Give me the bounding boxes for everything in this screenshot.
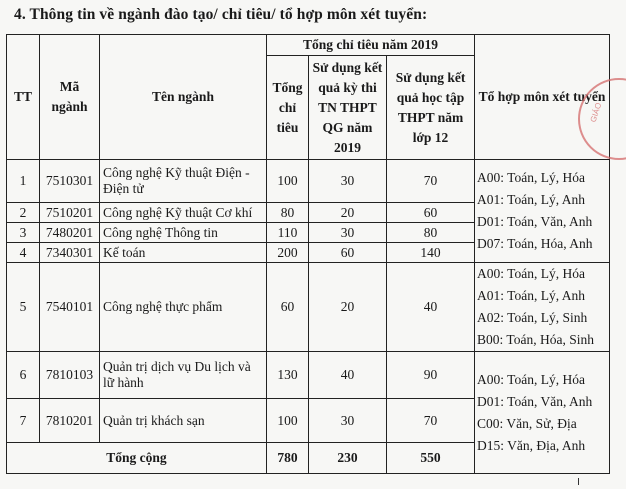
- header-quota-group: Tổng chỉ tiêu năm 2019: [267, 35, 475, 56]
- header-tt: TT: [7, 35, 40, 160]
- combo-item: C00: Văn, Sử, Địa: [477, 415, 577, 431]
- combo-item: A02: Toán, Lý, Sinh: [477, 310, 588, 325]
- cell-total: 110: [267, 223, 309, 243]
- header-name: Tên ngành: [100, 35, 267, 160]
- combo-item: A00: Toán, Lý, Hóa: [477, 170, 585, 185]
- combo-item: A00: Toán, Lý, Hóa: [477, 266, 585, 281]
- cell-tt: 1: [7, 160, 40, 203]
- cell-thpt: 40: [309, 352, 387, 399]
- combo-group-1: [475, 160, 610, 263]
- header-hocba: Sử dụng kết quả học tập THPT năm lớp 12: [387, 56, 475, 160]
- cell-total: 60: [267, 263, 309, 352]
- cell-name: Công nghệ Kỹ thuật Cơ khí: [100, 203, 267, 223]
- admission-table: [6, 34, 610, 474]
- total-sum: 780: [267, 443, 309, 474]
- cell-hocba: 70: [387, 160, 475, 203]
- table-row: [7, 352, 610, 399]
- combo-item: D01: Toán, Văn, Anh: [477, 214, 593, 229]
- table-row: [7, 263, 610, 352]
- cell-hocba: 60: [387, 203, 475, 223]
- cell-code: 7510201: [40, 203, 100, 223]
- total-thpt: 230: [309, 443, 387, 474]
- cell-name: Quản trị khách sạn: [100, 399, 267, 443]
- cell-thpt: 60: [309, 243, 387, 263]
- stamp-text: GIÁO: [588, 101, 604, 124]
- cell-tt: 2: [7, 203, 40, 223]
- combo-item: A00: Toán, Lý, Hóa: [477, 371, 585, 387]
- cell-thpt: 30: [309, 223, 387, 243]
- cell-thpt: 30: [309, 160, 387, 203]
- cell-name: Quản trị dịch vụ Du lịch và lữ hành: [100, 352, 267, 399]
- cell-thpt: 20: [309, 263, 387, 352]
- cell-hocba: 70: [387, 399, 475, 443]
- cell-total: 200: [267, 243, 309, 263]
- combo-item: A01: Toán, Lý, Anh: [477, 192, 585, 207]
- combo-item: D07: Toán, Hóa, Anh: [477, 236, 593, 251]
- cell-name: Công nghệ Thông tin: [100, 223, 267, 243]
- cell-hocba: 140: [387, 243, 475, 263]
- combo-item: A01: Toán, Lý, Anh: [477, 288, 585, 303]
- cell-code: 7340301: [40, 243, 100, 263]
- cell-thpt: 20: [309, 203, 387, 223]
- cell-thpt: 30: [309, 399, 387, 443]
- cell-name: Công nghệ Kỹ thuật Điện - Điện tử: [100, 160, 267, 203]
- section-heading: 4. Thông tin về ngành đào tạo/ chỉ tiêu/ tổ hợp môn xét tuyển:: [14, 6, 428, 23]
- total-hocba: 550: [387, 443, 475, 474]
- cell-name: Công nghệ thực phẩm: [100, 263, 267, 352]
- combo-group-2: [475, 263, 610, 352]
- cell-total: 100: [267, 399, 309, 443]
- combo-item: B00: Toán, Hóa, Sinh: [477, 332, 594, 347]
- cell-tt: 7: [7, 399, 40, 443]
- cell-tt: 6: [7, 352, 40, 399]
- header-total: Tổng chỉ tiêu: [267, 56, 309, 160]
- cell-code: 7480201: [40, 223, 100, 243]
- cell-tt: 5: [7, 263, 40, 352]
- table-row: [7, 160, 610, 203]
- cell-tt: 3: [7, 223, 40, 243]
- combo-group-3: [475, 352, 610, 474]
- cell-code: 7810103: [40, 352, 100, 399]
- cell-code: 7540101: [40, 263, 100, 352]
- cell-code: 7510301: [40, 160, 100, 203]
- page-mark: [578, 478, 579, 485]
- header-thpt: Sử dụng kết quả kỳ thi TN THPT QG năm 2019: [309, 56, 387, 160]
- cell-hocba: 80: [387, 223, 475, 243]
- cell-hocba: 90: [387, 352, 475, 399]
- cell-total: 80: [267, 203, 309, 223]
- total-label: Tổng cộng: [7, 443, 267, 474]
- cell-code: 7810201: [40, 399, 100, 443]
- combo-item: D01: Toán, Văn, Anh: [477, 393, 593, 409]
- header-row-1: [7, 35, 610, 56]
- header-code: Mã ngành: [40, 35, 100, 160]
- cell-total: 100: [267, 160, 309, 203]
- header-combo: Tổ hợp môn xét tuyển: [475, 35, 610, 160]
- cell-name: Kế toán: [100, 243, 267, 263]
- cell-hocba: 40: [387, 263, 475, 352]
- combo-item: D15: Văn, Địa, Anh: [477, 437, 586, 453]
- cell-tt: 4: [7, 243, 40, 263]
- cell-total: 130: [267, 352, 309, 399]
